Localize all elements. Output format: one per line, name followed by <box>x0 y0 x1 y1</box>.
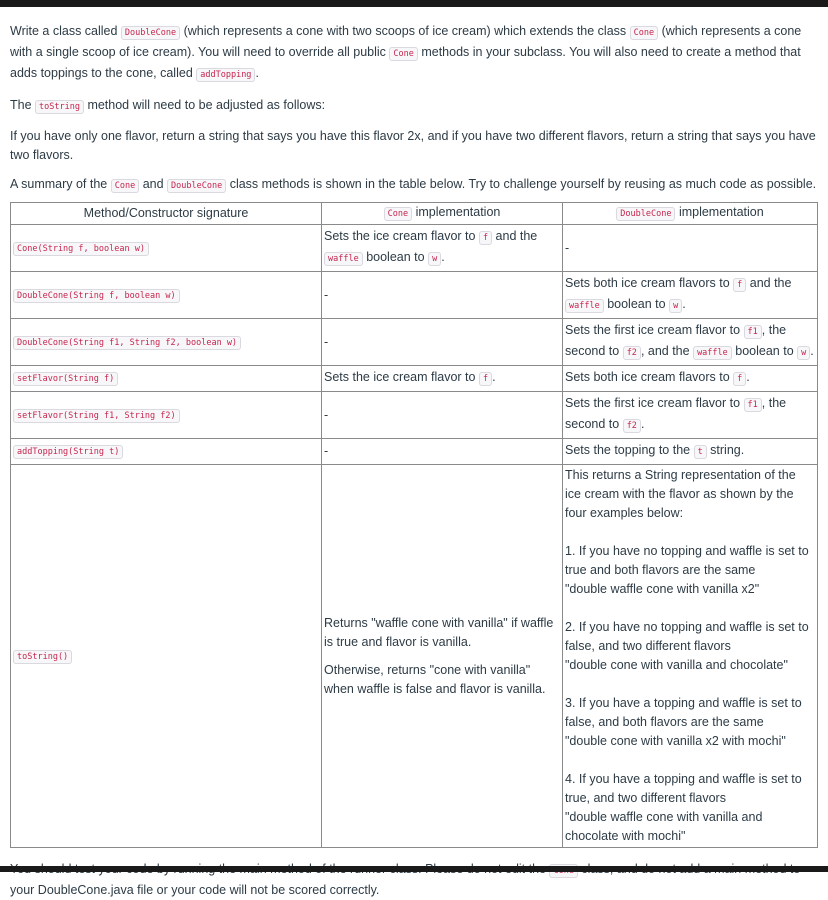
flavor-rule: If you have only one flavor, return a string that says you have this flavor 2x, and if you have two different flavors, return a string that says you have two flavors. <box>10 129 816 162</box>
signature-cell: toString() <box>11 465 322 848</box>
table-header-row <box>11 203 818 225</box>
doublecone-impl-cell: Sets both ice cream flavors to f and the waffle boolean to w . <box>563 272 818 319</box>
doublecone-impl-cell: - <box>563 225 818 272</box>
code-doublecone: DoubleCone <box>121 26 180 40</box>
table-row <box>11 319 818 366</box>
doublecone-impl-cell: Sets the first ice cream flavor to f1 , the second to f2 . <box>563 392 818 439</box>
code-cone: Cone <box>389 47 417 61</box>
signature-cell: DoubleCone(String f, boolean w) <box>11 272 322 319</box>
table-row <box>11 272 818 319</box>
cone-impl-cell: Returns "waffle cone with vanilla" if waffle is true and flavor is vanilla. Otherwise, returns "cone with vanilla" when waffle is false and flavor is vanilla. <box>322 465 563 848</box>
cone-impl-cell: Sets the ice cream flavor to f and the waffle boolean to w . <box>322 225 563 272</box>
signature-cell: setFlavor(String f) <box>11 366 322 392</box>
doublecone-impl-cell: Sets the topping to the t string. <box>563 439 818 465</box>
code-addtopping: addTopping <box>196 68 255 82</box>
top-bar <box>0 0 828 7</box>
code-cone: Cone <box>630 26 658 40</box>
signature-cell: addTopping(String t) <box>11 439 322 465</box>
table-row <box>11 465 818 848</box>
cone-impl-cell: - <box>322 439 563 465</box>
methods-table <box>10 202 818 848</box>
cone-impl-cell: - <box>322 392 563 439</box>
tostring-note: The toString method will need to be adjusted as follows: <box>10 98 326 112</box>
signature-cell: DoubleCone(String f1, String f2, boolean w) <box>11 319 322 366</box>
cone-impl-cell: - <box>322 319 563 366</box>
table-row <box>11 392 818 439</box>
table-row <box>11 366 818 392</box>
signature-cell: Cone(String f, boolean w) <box>11 225 322 272</box>
footer-note: your DoubleCone.java file or your code will not be scored correctly. <box>10 860 818 900</box>
signature-cell: setFlavor(String f1, String f2) <box>11 392 322 439</box>
code-cone: Cone <box>111 179 139 193</box>
code-tostring: toString <box>35 100 84 114</box>
cone-impl-cell: Sets the ice cream flavor to f . <box>322 366 563 392</box>
table-row <box>11 225 818 272</box>
bottom-bar <box>0 866 828 872</box>
doublecone-impl-cell: This returns a String representation of the ice cream with the flavor as shown by the four examples below: 1. If you have no topping and waffle is set to true and both flavors are the same "double waffle cone with vanilla x2" 2. If you have no topping and waffle is set to false, and two different flavors "double cone with vanilla and chocolate" 3. If you have a topping and waffle is set to false, and both flavors are the same "double cone with vanilla x2 with mochi" 4. If you have a topping and waffle is set to true, and two different flavors "double waffle cone with vanilla and chocolate with mochi" <box>563 465 818 848</box>
doublecone-impl-cell: Sets the first ice cream flavor to f1 , the second to f2 , and the waffle boolean to w . <box>563 319 818 366</box>
header-cone-impl: Cone implementation <box>322 203 563 225</box>
table-row <box>11 439 818 465</box>
header-signature: Method/Constructor signature <box>11 203 322 225</box>
summary-paragraph: A summary of the Cone and DoubleCone class methods is shown in the table below. Try to challenge yourself by reusing as much code as possible. <box>10 177 817 191</box>
assignment-content <box>0 7 828 900</box>
header-doublecone-impl: DoubleCone implementation <box>563 203 818 225</box>
doublecone-impl-cell: Sets both ice cream flavors to f . <box>563 366 818 392</box>
code-doublecone: DoubleCone <box>167 179 226 193</box>
intro-paragraph: Write a class called DoubleCone (which represents a cone with two scoops of ice cream) which extends the class Cone (which represents a cone with a single scoop of ice cream). You will need to override all public Cone methods in your subclass. You will also need to create a method that adds toppings to the cone, called addTopping . <box>10 24 802 80</box>
cone-impl-cell: - <box>322 272 563 319</box>
